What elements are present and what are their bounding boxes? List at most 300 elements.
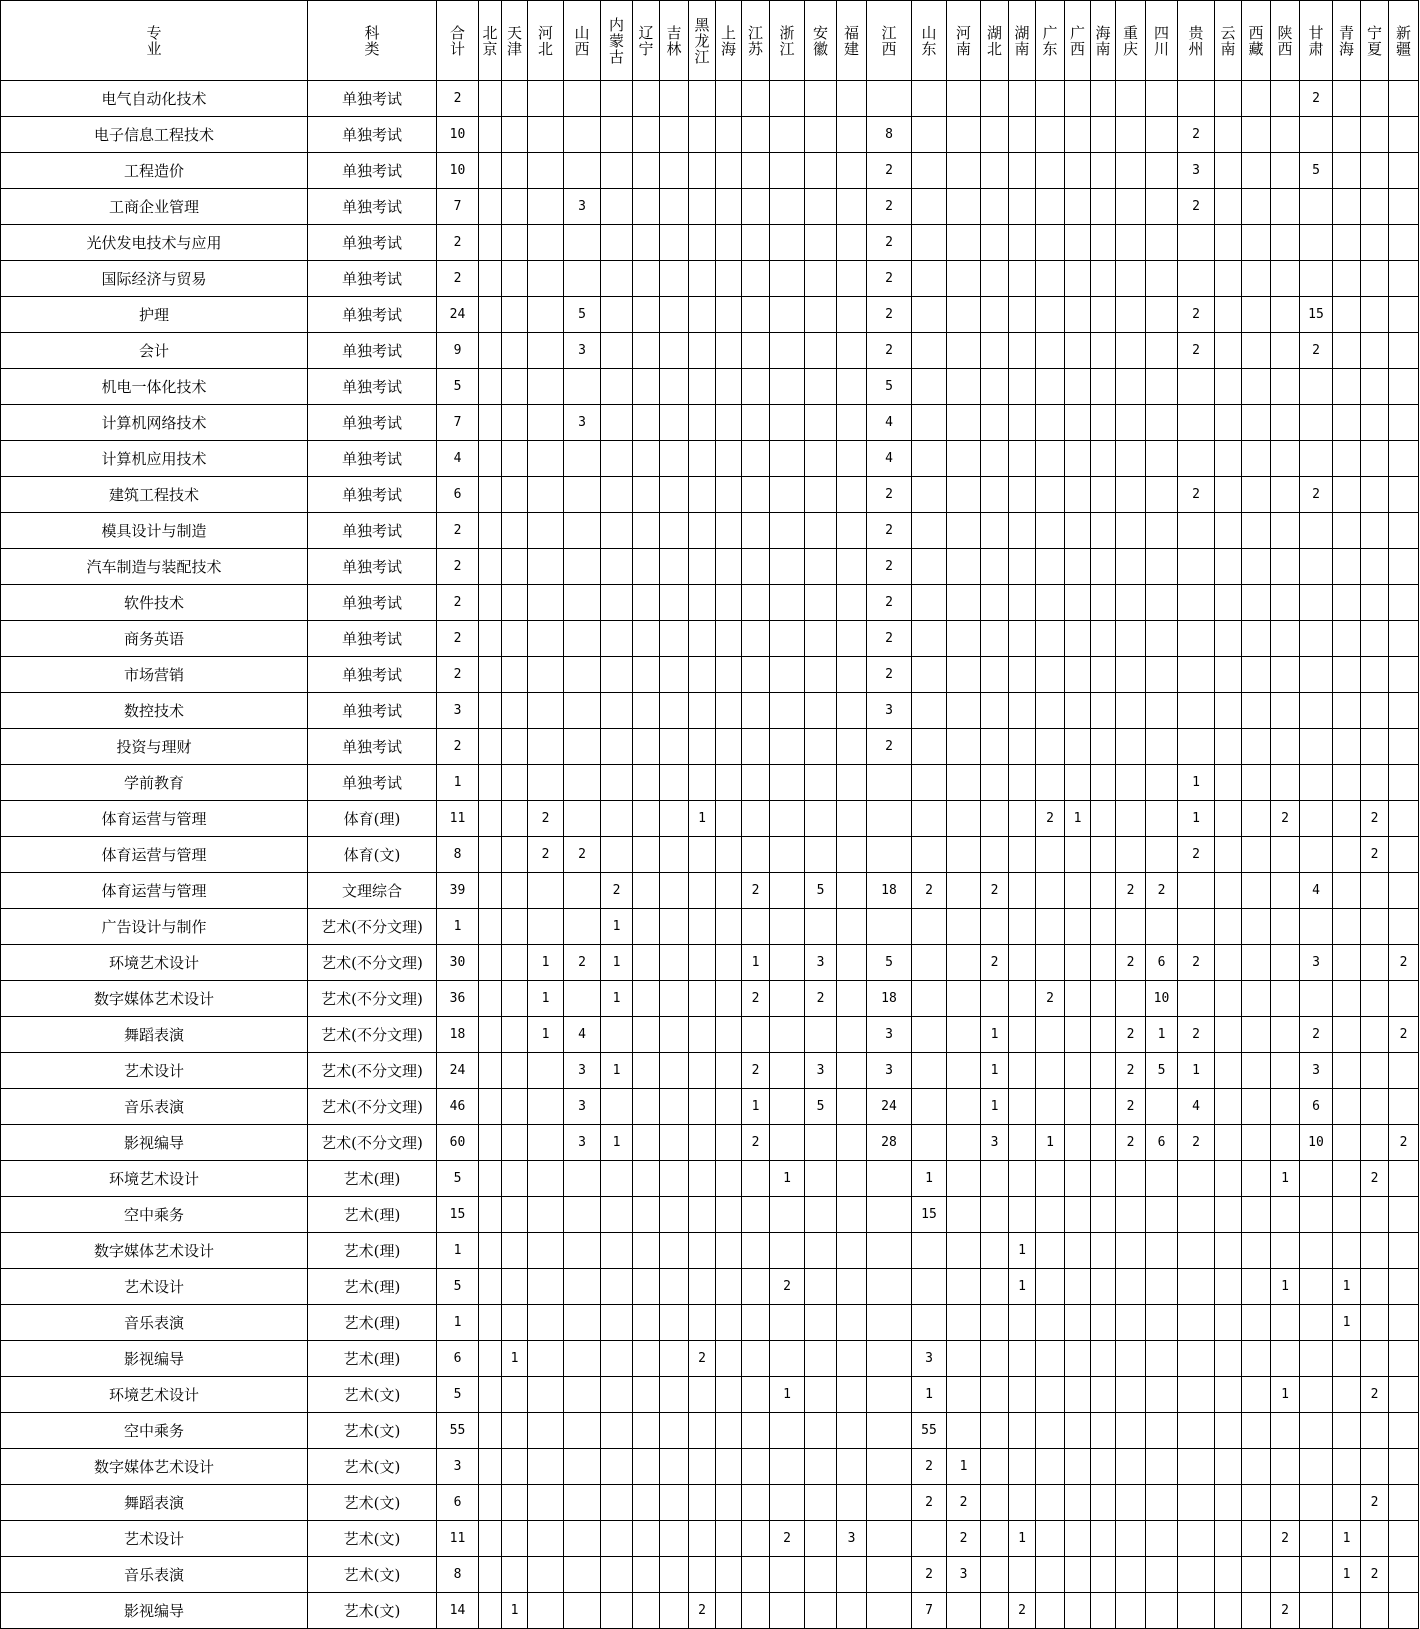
- province-count-cell: [1242, 261, 1271, 297]
- table-row: [1, 1377, 1419, 1413]
- province-count-cell: [1116, 1593, 1146, 1629]
- province-count-cell: [502, 1521, 528, 1557]
- total-cell: 39: [437, 873, 479, 909]
- province-count-cell: [528, 81, 564, 117]
- province-count-cell: [805, 729, 837, 765]
- province-count-cell: [770, 513, 805, 549]
- province-count-cell: [770, 1089, 805, 1125]
- province-count-cell: [1036, 909, 1065, 945]
- province-count-cell: [1361, 1053, 1389, 1089]
- province-count-cell: [1116, 225, 1146, 261]
- province-count-cell: [479, 441, 502, 477]
- province-count-cell: 1: [601, 909, 633, 945]
- province-count-cell: [502, 1089, 528, 1125]
- province-count-cell: [770, 1197, 805, 1233]
- province-count-cell: [1065, 261, 1091, 297]
- province-count-cell: [805, 585, 837, 621]
- column-header: [981, 1, 1009, 81]
- province-count-cell: [1178, 1269, 1215, 1305]
- province-count-cell: [1146, 765, 1178, 801]
- column-header-label: 福建: [843, 23, 859, 58]
- province-count-cell: [1178, 261, 1215, 297]
- category-cell: 艺术(不分文理): [308, 1089, 437, 1125]
- header-row: [1, 1, 1419, 81]
- province-count-cell: [689, 1413, 716, 1449]
- province-count-cell: [689, 909, 716, 945]
- province-count-cell: [1009, 1197, 1036, 1233]
- province-count-cell: [660, 297, 689, 333]
- column-header: [805, 1, 837, 81]
- province-count-cell: [1146, 801, 1178, 837]
- province-count-cell: [805, 333, 837, 369]
- province-count-cell: [805, 1377, 837, 1413]
- column-header: [1271, 1, 1300, 81]
- table-row: [1, 873, 1419, 909]
- province-count-cell: [1036, 1305, 1065, 1341]
- province-count-cell: [770, 225, 805, 261]
- province-count-cell: [1091, 765, 1116, 801]
- province-count-cell: [1389, 261, 1419, 297]
- province-count-cell: [1389, 1053, 1419, 1089]
- province-count-cell: [837, 513, 867, 549]
- province-count-cell: [633, 549, 660, 585]
- province-count-cell: [479, 477, 502, 513]
- province-count-cell: [947, 1341, 981, 1377]
- province-count-cell: [528, 621, 564, 657]
- total-cell: 7: [437, 189, 479, 225]
- province-count-cell: [716, 189, 742, 225]
- province-count-cell: [660, 81, 689, 117]
- province-count-cell: [633, 657, 660, 693]
- province-count-cell: [1300, 1377, 1333, 1413]
- province-count-cell: [716, 1485, 742, 1521]
- province-count-cell: [528, 1341, 564, 1377]
- province-count-cell: [805, 81, 837, 117]
- province-count-cell: [1116, 405, 1146, 441]
- province-count-cell: [770, 1485, 805, 1521]
- province-count-cell: [601, 1341, 633, 1377]
- province-count-cell: [601, 1485, 633, 1521]
- province-count-cell: [770, 1413, 805, 1449]
- province-count-cell: [660, 441, 689, 477]
- province-count-cell: [1300, 1485, 1333, 1521]
- province-count-cell: 2: [1116, 945, 1146, 981]
- province-count-cell: [601, 333, 633, 369]
- province-count-cell: [770, 1125, 805, 1161]
- province-count-cell: [1178, 1449, 1215, 1485]
- province-count-cell: [1300, 261, 1333, 297]
- province-count-cell: [1009, 1089, 1036, 1125]
- province-count-cell: 10: [1146, 981, 1178, 1017]
- province-count-cell: 2: [912, 873, 947, 909]
- province-count-cell: [1146, 1557, 1178, 1593]
- province-count-cell: [1178, 513, 1215, 549]
- province-count-cell: [1242, 1197, 1271, 1233]
- province-count-cell: [633, 1053, 660, 1089]
- province-count-cell: [1271, 297, 1300, 333]
- province-count-cell: [601, 1269, 633, 1305]
- province-count-cell: 3: [947, 1557, 981, 1593]
- total-cell: 3: [437, 1449, 479, 1485]
- province-count-cell: [742, 1593, 770, 1629]
- province-count-cell: [1215, 765, 1242, 801]
- province-count-cell: [1361, 909, 1389, 945]
- major-cell: 投资与理财: [1, 729, 308, 765]
- province-count-cell: [564, 1305, 601, 1341]
- province-count-cell: [770, 117, 805, 153]
- province-count-cell: [660, 153, 689, 189]
- province-count-cell: [528, 1593, 564, 1629]
- province-count-cell: [528, 153, 564, 189]
- province-count-cell: [837, 945, 867, 981]
- province-count-cell: [1361, 477, 1389, 513]
- province-count-cell: 5: [564, 297, 601, 333]
- column-header-label: 内蒙古: [608, 15, 624, 66]
- province-count-cell: [770, 333, 805, 369]
- province-count-cell: [528, 369, 564, 405]
- province-count-cell: [1389, 549, 1419, 585]
- province-count-cell: [502, 441, 528, 477]
- province-count-cell: 4: [867, 441, 912, 477]
- total-cell: 15: [437, 1197, 479, 1233]
- province-count-cell: [1333, 801, 1361, 837]
- province-count-cell: [660, 1341, 689, 1377]
- category-cell: 艺术(理): [308, 1197, 437, 1233]
- province-count-cell: 3: [805, 945, 837, 981]
- province-count-cell: [742, 1521, 770, 1557]
- province-count-cell: [1333, 981, 1361, 1017]
- province-count-cell: 2: [1178, 117, 1215, 153]
- province-count-cell: [1271, 981, 1300, 1017]
- province-count-cell: [1300, 765, 1333, 801]
- province-count-cell: [1091, 1449, 1116, 1485]
- province-count-cell: [689, 405, 716, 441]
- province-count-cell: [1091, 1161, 1116, 1197]
- province-count-cell: [770, 81, 805, 117]
- province-count-cell: [1009, 153, 1036, 189]
- province-count-cell: [1065, 1341, 1091, 1377]
- province-count-cell: [947, 1161, 981, 1197]
- province-count-cell: [1009, 81, 1036, 117]
- column-header-label: 四川: [1153, 23, 1169, 58]
- column-header-label: 上海: [720, 23, 736, 58]
- province-count-cell: [742, 585, 770, 621]
- province-count-cell: [947, 1305, 981, 1341]
- province-count-cell: [1146, 1305, 1178, 1341]
- province-count-cell: [1361, 1089, 1389, 1125]
- province-count-cell: [742, 1269, 770, 1305]
- province-count-cell: [689, 1125, 716, 1161]
- province-count-cell: 3: [1300, 1053, 1333, 1089]
- province-count-cell: [912, 369, 947, 405]
- province-count-cell: [1065, 657, 1091, 693]
- province-count-cell: [528, 1053, 564, 1089]
- column-header-label: 江西: [881, 23, 897, 58]
- province-count-cell: 2: [1389, 1125, 1419, 1161]
- total-cell: 2: [437, 549, 479, 585]
- province-count-cell: [1361, 513, 1389, 549]
- column-header-label: 安徽: [812, 23, 828, 58]
- province-count-cell: [601, 1089, 633, 1125]
- table-row: [1, 1521, 1419, 1557]
- province-count-cell: [1389, 657, 1419, 693]
- province-count-cell: [1215, 909, 1242, 945]
- category-cell: 艺术(文): [308, 1377, 437, 1413]
- province-count-cell: [1361, 1593, 1389, 1629]
- province-count-cell: [1065, 945, 1091, 981]
- province-count-cell: [633, 1521, 660, 1557]
- province-count-cell: [660, 729, 689, 765]
- province-count-cell: [601, 1377, 633, 1413]
- province-count-cell: [528, 1449, 564, 1485]
- province-count-cell: 3: [912, 1341, 947, 1377]
- province-count-cell: 1: [689, 801, 716, 837]
- province-count-cell: [1215, 945, 1242, 981]
- table-row: [1, 1089, 1419, 1125]
- province-count-cell: [1333, 1413, 1361, 1449]
- province-count-cell: [837, 765, 867, 801]
- province-count-cell: [660, 1521, 689, 1557]
- province-count-cell: [1361, 153, 1389, 189]
- province-count-cell: [1091, 801, 1116, 837]
- province-count-cell: [947, 1053, 981, 1089]
- province-count-cell: [1389, 369, 1419, 405]
- province-count-cell: [1333, 1125, 1361, 1161]
- province-count-cell: [716, 1089, 742, 1125]
- province-count-cell: [502, 1053, 528, 1089]
- province-count-cell: [1333, 441, 1361, 477]
- province-count-cell: 2: [1361, 1377, 1389, 1413]
- province-count-cell: [837, 981, 867, 1017]
- province-count-cell: [947, 297, 981, 333]
- province-count-cell: [479, 1305, 502, 1341]
- province-count-cell: [742, 909, 770, 945]
- province-count-cell: [716, 945, 742, 981]
- province-count-cell: [1036, 1053, 1065, 1089]
- province-count-cell: [981, 225, 1009, 261]
- province-count-cell: [1036, 1485, 1065, 1521]
- province-count-cell: 1: [1009, 1269, 1036, 1305]
- province-count-cell: [479, 1017, 502, 1053]
- province-count-cell: 2: [867, 549, 912, 585]
- province-count-cell: [1065, 729, 1091, 765]
- province-count-cell: [1146, 297, 1178, 333]
- category-cell: 艺术(文): [308, 1449, 437, 1485]
- province-count-cell: [867, 1593, 912, 1629]
- province-count-cell: [528, 117, 564, 153]
- province-count-cell: [1215, 189, 1242, 225]
- province-count-cell: [1178, 81, 1215, 117]
- province-count-cell: [981, 1593, 1009, 1629]
- province-count-cell: [660, 1089, 689, 1125]
- province-count-cell: [1091, 585, 1116, 621]
- major-cell: 计算机应用技术: [1, 441, 308, 477]
- province-count-cell: [1242, 441, 1271, 477]
- column-header: [1361, 1, 1389, 81]
- province-count-cell: [1065, 1449, 1091, 1485]
- province-count-cell: [912, 693, 947, 729]
- province-count-cell: [770, 441, 805, 477]
- province-count-cell: [1333, 1161, 1361, 1197]
- major-cell: 空中乘务: [1, 1197, 308, 1233]
- province-count-cell: [1215, 1053, 1242, 1089]
- total-cell: 2: [437, 729, 479, 765]
- province-count-cell: [1215, 261, 1242, 297]
- province-count-cell: [479, 1449, 502, 1485]
- column-header-label: 广西: [1069, 23, 1085, 58]
- province-count-cell: [770, 1341, 805, 1377]
- province-count-cell: [1091, 1053, 1116, 1089]
- province-count-cell: [633, 117, 660, 153]
- province-count-cell: [770, 1017, 805, 1053]
- province-count-cell: [1300, 1521, 1333, 1557]
- province-count-cell: [689, 1449, 716, 1485]
- province-count-cell: [981, 405, 1009, 441]
- column-header-label: 贵州: [1188, 23, 1204, 58]
- province-count-cell: [1242, 801, 1271, 837]
- province-count-cell: [502, 585, 528, 621]
- province-count-cell: [660, 585, 689, 621]
- province-count-cell: [770, 405, 805, 441]
- province-count-cell: [564, 81, 601, 117]
- province-count-cell: [805, 909, 837, 945]
- column-header: [1009, 1, 1036, 81]
- province-count-cell: [837, 1557, 867, 1593]
- province-count-cell: [837, 117, 867, 153]
- province-count-cell: [867, 1557, 912, 1593]
- province-count-cell: [805, 1449, 837, 1485]
- province-count-cell: [947, 945, 981, 981]
- province-count-cell: [1009, 1485, 1036, 1521]
- province-count-cell: [633, 981, 660, 1017]
- province-count-cell: [1389, 1521, 1419, 1557]
- province-count-cell: 24: [867, 1089, 912, 1125]
- province-count-cell: [1361, 1521, 1389, 1557]
- table-row: [1, 1341, 1419, 1377]
- province-count-cell: 3: [564, 1089, 601, 1125]
- total-cell: 5: [437, 369, 479, 405]
- province-count-cell: [1242, 945, 1271, 981]
- province-count-cell: [805, 765, 837, 801]
- province-count-cell: [502, 1269, 528, 1305]
- province-count-cell: [837, 1089, 867, 1125]
- total-cell: 2: [437, 261, 479, 297]
- province-count-cell: [742, 225, 770, 261]
- province-count-cell: [1333, 1089, 1361, 1125]
- province-count-cell: [1215, 549, 1242, 585]
- province-count-cell: [1300, 1413, 1333, 1449]
- province-count-cell: [742, 657, 770, 693]
- province-count-cell: [1361, 1269, 1389, 1305]
- total-cell: 3: [437, 693, 479, 729]
- province-count-cell: [1333, 909, 1361, 945]
- province-count-cell: [837, 1413, 867, 1449]
- province-count-cell: [1361, 441, 1389, 477]
- province-count-cell: [981, 441, 1009, 477]
- province-count-cell: [1389, 405, 1419, 441]
- major-cell: 舞蹈表演: [1, 1485, 308, 1521]
- province-count-cell: [1300, 189, 1333, 225]
- province-count-cell: [1116, 837, 1146, 873]
- province-count-cell: 6: [1300, 1089, 1333, 1125]
- province-count-cell: [716, 981, 742, 1017]
- province-count-cell: [1036, 1017, 1065, 1053]
- province-count-cell: [805, 657, 837, 693]
- province-count-cell: 2: [1300, 477, 1333, 513]
- province-count-cell: [1361, 81, 1389, 117]
- category-cell: 艺术(不分文理): [308, 1053, 437, 1089]
- province-count-cell: [981, 1269, 1009, 1305]
- province-count-cell: [716, 1593, 742, 1629]
- province-count-cell: [633, 189, 660, 225]
- column-header-label: 山西: [574, 23, 590, 58]
- total-cell: 2: [437, 81, 479, 117]
- province-count-cell: [947, 549, 981, 585]
- province-count-cell: [1146, 261, 1178, 297]
- province-count-cell: [528, 513, 564, 549]
- province-count-cell: [1242, 1341, 1271, 1377]
- province-count-cell: [1271, 549, 1300, 585]
- province-count-cell: [660, 1053, 689, 1089]
- province-count-cell: [1271, 1485, 1300, 1521]
- province-count-cell: [1065, 873, 1091, 909]
- province-count-cell: 2: [1178, 945, 1215, 981]
- province-count-cell: [1091, 369, 1116, 405]
- total-cell: 1: [437, 765, 479, 801]
- province-count-cell: [564, 1485, 601, 1521]
- province-count-cell: 6: [1146, 945, 1178, 981]
- table-row: [1, 729, 1419, 765]
- province-count-cell: [770, 1053, 805, 1089]
- province-count-cell: [1333, 1377, 1361, 1413]
- column-header-label: 广东: [1042, 23, 1058, 58]
- province-count-cell: 2: [1116, 1125, 1146, 1161]
- province-count-cell: [1271, 261, 1300, 297]
- province-count-cell: [912, 1053, 947, 1089]
- province-count-cell: [502, 513, 528, 549]
- total-cell: 8: [437, 837, 479, 873]
- province-count-cell: [1333, 153, 1361, 189]
- province-count-cell: [1215, 621, 1242, 657]
- province-count-cell: [1036, 873, 1065, 909]
- column-header: [1036, 1, 1065, 81]
- province-count-cell: [1091, 981, 1116, 1017]
- column-header-label: 青海: [1338, 23, 1354, 58]
- province-count-cell: [716, 873, 742, 909]
- province-count-cell: [1333, 1449, 1361, 1485]
- total-cell: 55: [437, 1413, 479, 1449]
- category-cell: 艺术(不分文理): [308, 1125, 437, 1161]
- category-cell: 艺术(不分文理): [308, 945, 437, 981]
- province-count-cell: [1271, 189, 1300, 225]
- category-cell: 单独考试: [308, 153, 437, 189]
- province-count-cell: [502, 1197, 528, 1233]
- category-cell: 艺术(不分文理): [308, 1017, 437, 1053]
- province-count-cell: [1242, 1413, 1271, 1449]
- province-count-cell: [689, 1485, 716, 1521]
- province-count-cell: [601, 477, 633, 513]
- province-count-cell: [1009, 693, 1036, 729]
- province-count-cell: [633, 1557, 660, 1593]
- province-count-cell: 5: [1146, 1053, 1178, 1089]
- province-count-cell: [1215, 117, 1242, 153]
- province-count-cell: [1389, 729, 1419, 765]
- province-count-cell: [502, 765, 528, 801]
- province-count-cell: 2: [867, 153, 912, 189]
- province-count-cell: 2: [1178, 477, 1215, 513]
- province-count-cell: [1389, 1089, 1419, 1125]
- province-count-cell: [1009, 729, 1036, 765]
